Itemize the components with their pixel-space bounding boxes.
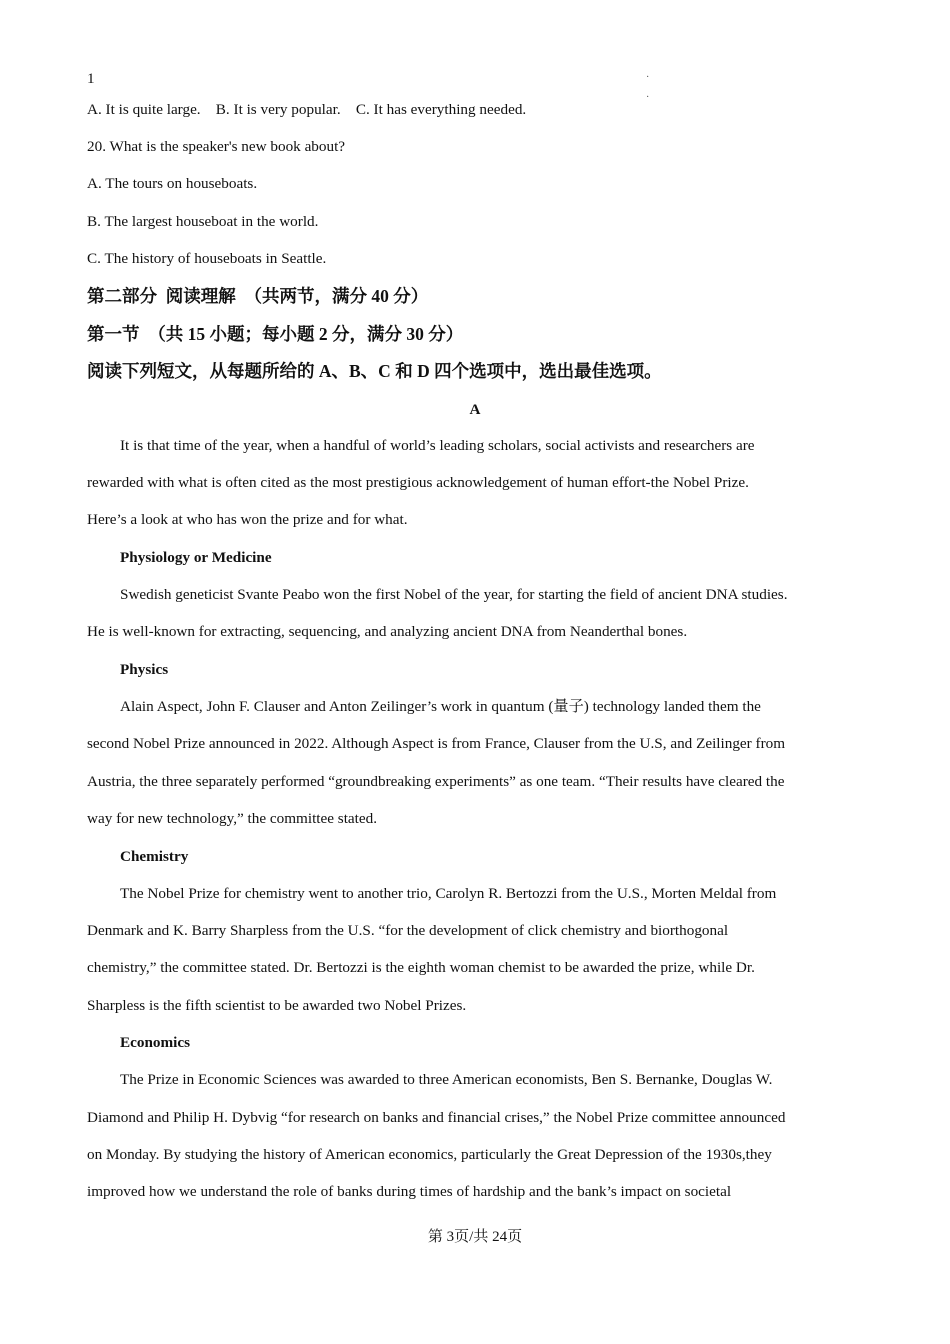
page-mark: 1 bbox=[87, 70, 95, 87]
page-footer: 第 3页/共 24页 bbox=[427, 1229, 523, 1245]
instruction: 阅读下列短文，从每题所给的 A、B、C 和 D 四个选项中，选出最佳选项。 bbox=[87, 361, 662, 381]
sub-title: 第一节 （共 15 小题；每小题 2 分，满分 30 分） bbox=[87, 324, 464, 344]
q20-option: C. The history of houseboats in Seattle. bbox=[87, 250, 327, 267]
economics-heading: Economics bbox=[120, 1034, 191, 1051]
header-dot: · bbox=[646, 92, 650, 103]
chemistry-line: Denmark and K. Barry Sharpless from the U.S. “for the development of click chemistry and biorthogonal bbox=[87, 922, 729, 939]
economics-line: Diamond and Philip H. Dybvig “for research on banks and financial crises,” the Nobel Prize committee announced bbox=[87, 1109, 786, 1126]
physics-line: second Nobel Prize announced in 2022. Although Aspect is from France, Clauser from the U.S, and Zeilinger from bbox=[87, 735, 786, 752]
economics-line: improved how we understand the role of banks during times of hardship and the bank’s impact on societal bbox=[87, 1183, 732, 1200]
physics-line: Austria, the three separately performed “groundbreaking experiments” as one team. “Their results have cleared the bbox=[87, 773, 785, 790]
intro-line: rewarded with what is often cited as the most prestigious acknowledgement of human effort-the Nobel Prize. bbox=[87, 474, 749, 491]
medicine-line: He is well-known for extracting, sequencing, and analyzing ancient DNA from Neanderthal bones. bbox=[87, 623, 688, 640]
chemistry-line: chemistry,” the committee stated. Dr. Bertozzi is the eighth woman chemist to be awarded the prize, while Dr. bbox=[87, 959, 755, 976]
intro-line: It is that time of the year, when a handful of world’s leading scholars, social activists and researchers are bbox=[120, 437, 755, 454]
chemistry-line: Sharpless is the fifth scientist to be awarded two Nobel Prizes. bbox=[87, 997, 467, 1014]
passage-label: A bbox=[469, 401, 481, 418]
medicine-line: Swedish geneticist Svante Peabo won the first Nobel of the year, for starting the field of ancient DNA studies. bbox=[120, 586, 788, 603]
chemistry-heading: Chemistry bbox=[120, 848, 189, 865]
header-dot: · bbox=[646, 72, 650, 83]
economics-line: on Monday. By studying the history of American economics, particularly the Great Depression of the 1930s,they bbox=[87, 1146, 772, 1163]
q20-stem: 20. What is the speaker's new book about? bbox=[87, 138, 346, 155]
chemistry-line: The Nobel Prize for chemistry went to another trio, Carolyn R. Bertozzi from the U.S., Morten Meldal from bbox=[120, 885, 777, 902]
medicine-heading: Physiology or Medicine bbox=[120, 549, 272, 566]
physics-line: way for new technology,” the committee stated. bbox=[87, 810, 378, 827]
q20-option: B. The largest houseboat in the world. bbox=[87, 213, 319, 230]
physics-heading: Physics bbox=[120, 661, 169, 678]
q19-options: A. It is quite large. B. It is very popular. C. It has everything needed. bbox=[87, 101, 527, 118]
part-title: 第二部分 阅读理解 （共两节，满分 40 分） bbox=[87, 286, 429, 306]
physics-line: Alain Aspect, John F. Clauser and Anton Zeilinger’s work in quantum (量子) technology landed them the bbox=[120, 698, 761, 715]
economics-line: The Prize in Economic Sciences was awarded to three American economists, Ben S. Bernanke, Douglas W. bbox=[120, 1071, 773, 1088]
intro-line: Here’s a look at who has won the prize and for what. bbox=[87, 511, 408, 528]
q20-option: A. The tours on houseboats. bbox=[87, 175, 258, 192]
